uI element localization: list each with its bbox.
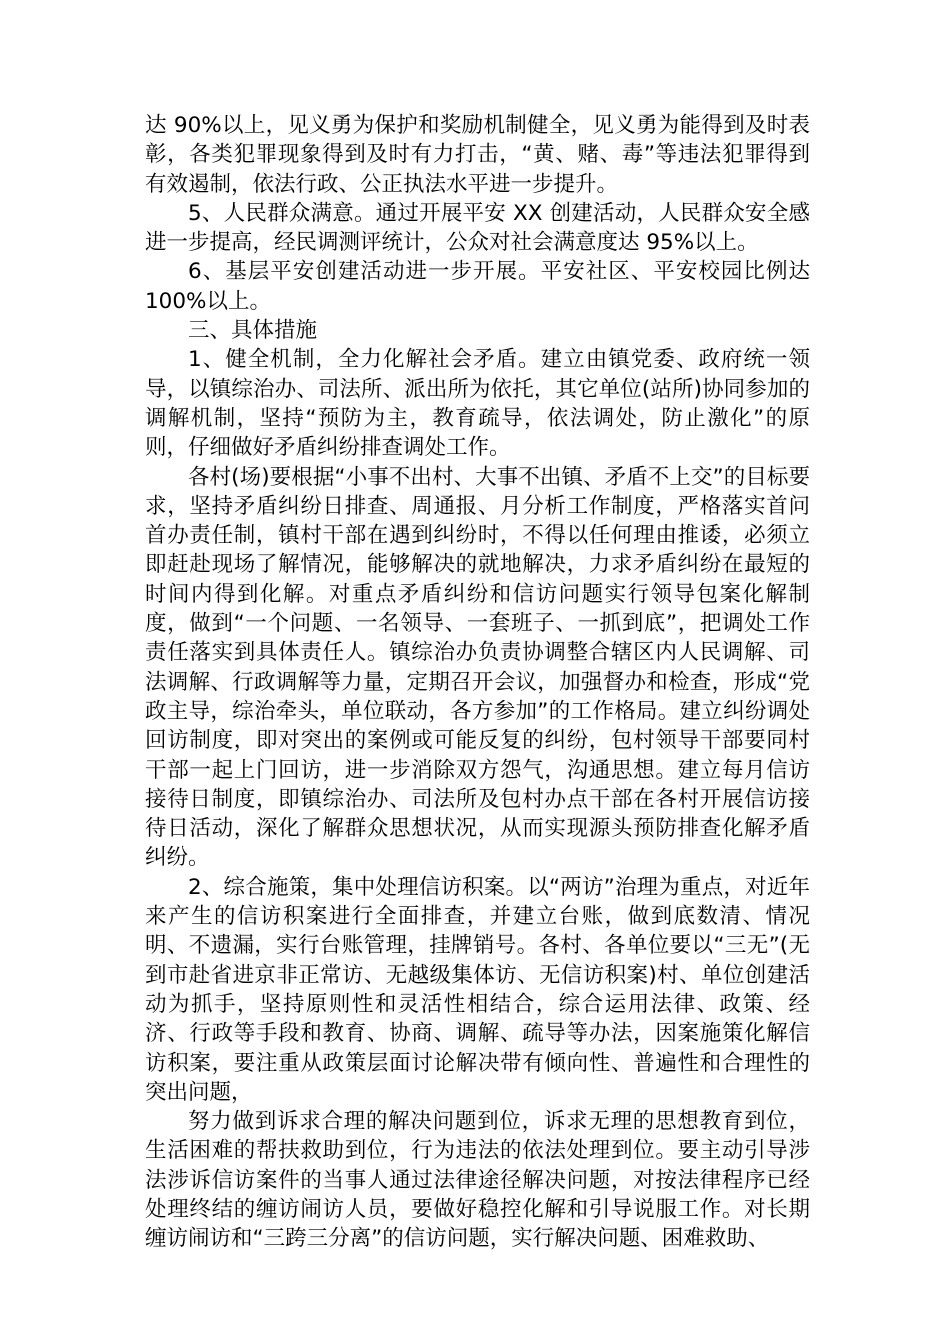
paragraph-measure-2: 2、综合施策，集中处理信访积案。以“两访”治理为重点，对近年来产生的信访积案进行全面排查，并建立台账，做到底数清、情况明、不遗漏，实行台账管理，挂牌销号。各村、各单位要以“三无”(无到市赴省进京非正常访、无越级集体访、无信访积案)村、单位创建活动为抓手，坚持原则性和灵活性相结合，综合运用法律、政策、经济、行政等手段和教育、协商、调解、疏导等办法，因案施策化解信访积案，要注重从政策层面讨论解决带有倾向性、普遍性和合理性的突出问题，: [145, 874, 810, 1105]
paragraph-goal-5: 5、人民群众满意。通过开展平安 XX 创建活动，人民群众安全感进一步提高，经民调测评统计，公众对社会满意度达 95%以上。: [145, 200, 810, 256]
paragraph-measure-1-detail: 各村(场)要根据“小事不出村、大事不出镇、矛盾不上交”的目标要求，坚持矛盾纠纷日排查、周通报、月分析工作制度，严格落实首问首办责任制，镇村干部在遇到纠纷时，不得以任何理由推诿，必须立即赶赴现场了解情况，能够解决的就地解决，力求矛盾纠纷在最短的时间内得到化解。对重点矛盾纠纷和信访问题实行领导包案化解制度，做到“一个问题、一名领导、一套班子、一抓到底”，把调处工作责任落实到具体责任人。镇综治办负责协调整合辖区内人民调解、司法调解、行政调解等力量，定期召开会议，加强督办和检查，形成“党政主导，综治牵头，单位联动，各方参加”的工作格局。建立纠纷调处回访制度，即对突出的案例或可能反复的纠纷，包村领导干部要同村干部一起上门回访，进一步消除双方怨气，沟通思想。建立每月信访接待日制度，即镇综治办、司法所及包村办点干部在各村开展信访接待日活动，深化了解群众思想状况，从而实现源头预防排查化解矛盾纠纷。: [145, 464, 810, 871]
paragraph-measure-2-detail: 努力做到诉求合理的解决问题到位，诉求无理的思想教育到位，生活困难的帮扶救助到位，行为违法的依法处理到位。要主动引导涉法涉诉信访案件的当事人通过法律途径解决问题，对按法律程序已经处理终结的缠访闹访人员，要做好稳控化解和引导说服工作。对长期缠访闹访和“三跨三分离”的信访问题，实行解决问题、困难救助、: [145, 1109, 810, 1252]
paragraph-continuation: 达 90%以上，见义勇为保护和奖励机制健全，见义勇为能得到及时表彰，各类犯罪现象得到及时有力打击，“黄、赌、毒”等违法犯罪得到有效遏制，依法行政、公正执法水平进一步提升。: [145, 113, 810, 197]
section-heading-measures: 三、具体措施: [188, 318, 318, 344]
paragraph-goal-6: 6、基层平安创建活动进一步开展。平安社区、平安校园比例达 100%以上。: [145, 259, 810, 314]
document-body: [145, 111, 810, 1254]
paragraph-measure-1: 1、健全机制，全力化解社会矛盾。建立由镇党委、政府统一领导，以镇综治办、司法所、派出所为依托，其它单位(站所)协同参加的调解机制，坚持“预防为主，教育疏导，依法调处，防止激化”的原则，仔细做好矛盾纠纷排查调处工作。: [145, 347, 810, 461]
